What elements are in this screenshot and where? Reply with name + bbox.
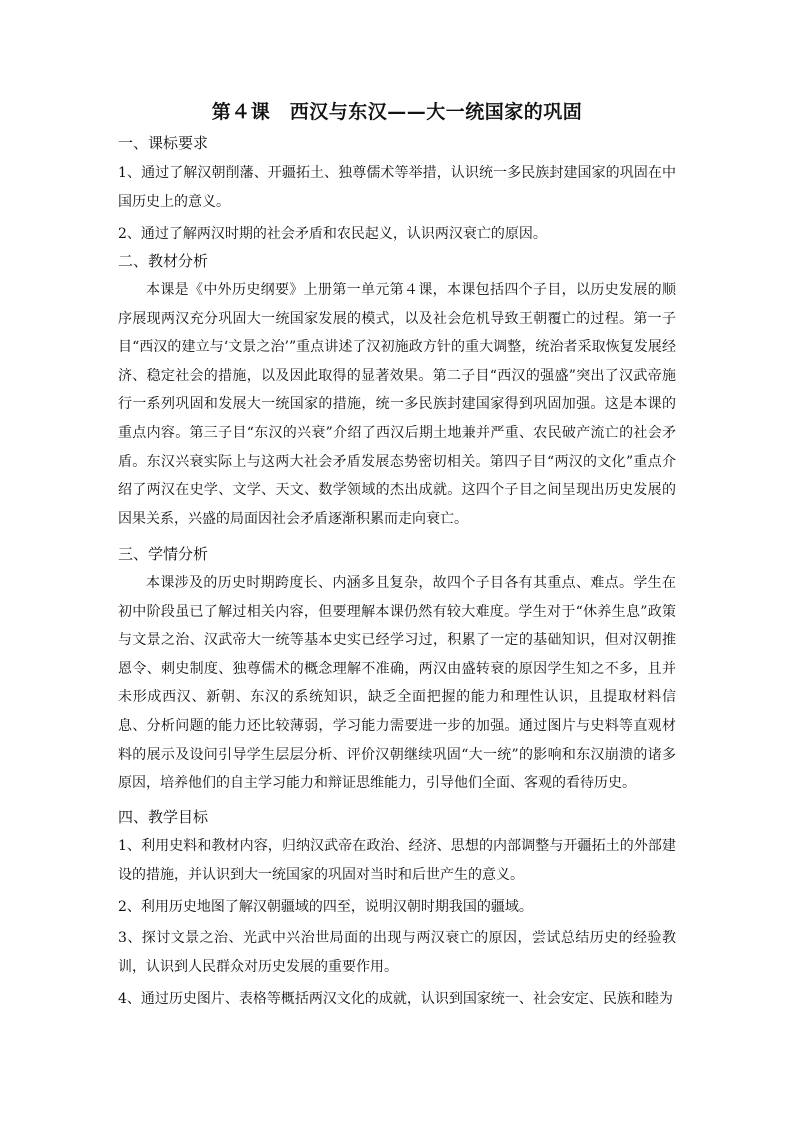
section-heading-curriculum-requirements: 一、课标要求 xyxy=(118,134,209,152)
section-heading-textbook-analysis: 二、教材分析 xyxy=(118,252,209,270)
paragraph-curriculum-2: 2、通过了解两汉时期的社会矛盾和农民起义，认识两汉衰亡的原因。 xyxy=(118,226,547,242)
paragraph-objective-4: 4、通过历史图片、表格等概括两汉文化的成就，认识到国家统一、社会安定、民族和睦为 xyxy=(118,991,673,1007)
paragraph-objective-2: 2、利用历史地图了解汉朝疆域的四至，说明汉朝时期我国的疆域。 xyxy=(118,899,533,915)
section-heading-learner-analysis: 三、学情分析 xyxy=(118,545,209,563)
paragraph-curriculum-1: 1、通过了解汉朝削藩、开疆拓土、独尊儒术等举措，认识统一多民族封建国家的巩固在中国历史上的意义。 xyxy=(118,165,676,210)
paragraph-learner-analysis: 本课涉及的历史时期跨度长、内涵多且复杂，故四个子目各有其重点、难点。学生在初中阶段虽已了解过相关内容，但要理解本课仍然有较大难度。学生对于“休养生息”政策与文景之治、汉武帝大一统等基本史实已经学习过，积累了一定的基础知识，但对汉朝推恩令、刺史制度、独尊儒术的概念理解不准确，两汉由盛转衰的原因学生知之不多，且并未形成西汉、新朝、东汉的系统知识，缺乏全面把握的能力和理性认识，且提取材料信息、分析问题的能力还比较薄弱，学习能力需要进一步的加强。通过图片与史料等直观材料的展示及设问引导学生层层分析、评价汉朝继续巩固“大一统”的影响和东汉崩溃的诸多原因，培养他们的自主学习能力和辩证思维能力，引导他们全面、客观的看待历史。 xyxy=(118,575,676,792)
paragraph-objective-1: 1、利用史料和教材内容，归纳汉武帝在政治、经济、思想的内部调整与开疆拓土的外部建设的措施，并认识到大一统国家的巩固对当时和后世产生的意义。 xyxy=(118,838,676,883)
section-heading-teaching-objectives: 四、教学目标 xyxy=(118,808,209,826)
paragraph-textbook-analysis: 本课是《中外历史纲要》上册第一单元第４课，本课包括四个子目，以历史发展的顺序展现两汉充分巩固大一统国家发展的模式，以及社会危机导致王朝覆亡的过程。第一子目“西汉的建立与‘文景之治’”重点讲述了汉初施政方针的重大调整，统治者采取恢复发展经济、稳定社会的措施，以及因此取得的显著效果。第二子目“西汉的强盛”突出了汉武帝施行一系列巩固和发展大一统国家的措施，统一多民族封建国家得到巩固加强。这是本课的重点内容。第三子目“东汉的兴衰”介绍了西汉后期土地兼并严重、农民破产流亡的社会矛盾。东汉兴衰实际上与这两大社会矛盾发展态势密切相关。第四子目“两汉的文化”重点介绍了两汉在史学、文学、天文、数学领域的杰出成就。这四个子目之间呈现出历史发展的因果关系，兴盛的局面因社会矛盾逐渐积累而走向衰亡。 xyxy=(118,282,676,527)
page-title: 第４课 西汉与东汉——大一统国家的巩固 xyxy=(211,101,583,123)
paragraph-objective-3: 3、探讨文景之治、光武中兴治世局面的出现与两汉衰亡的原因，尝试总结历史的经验教训，认识到人民群众对历史发展的重要作用。 xyxy=(118,930,676,975)
